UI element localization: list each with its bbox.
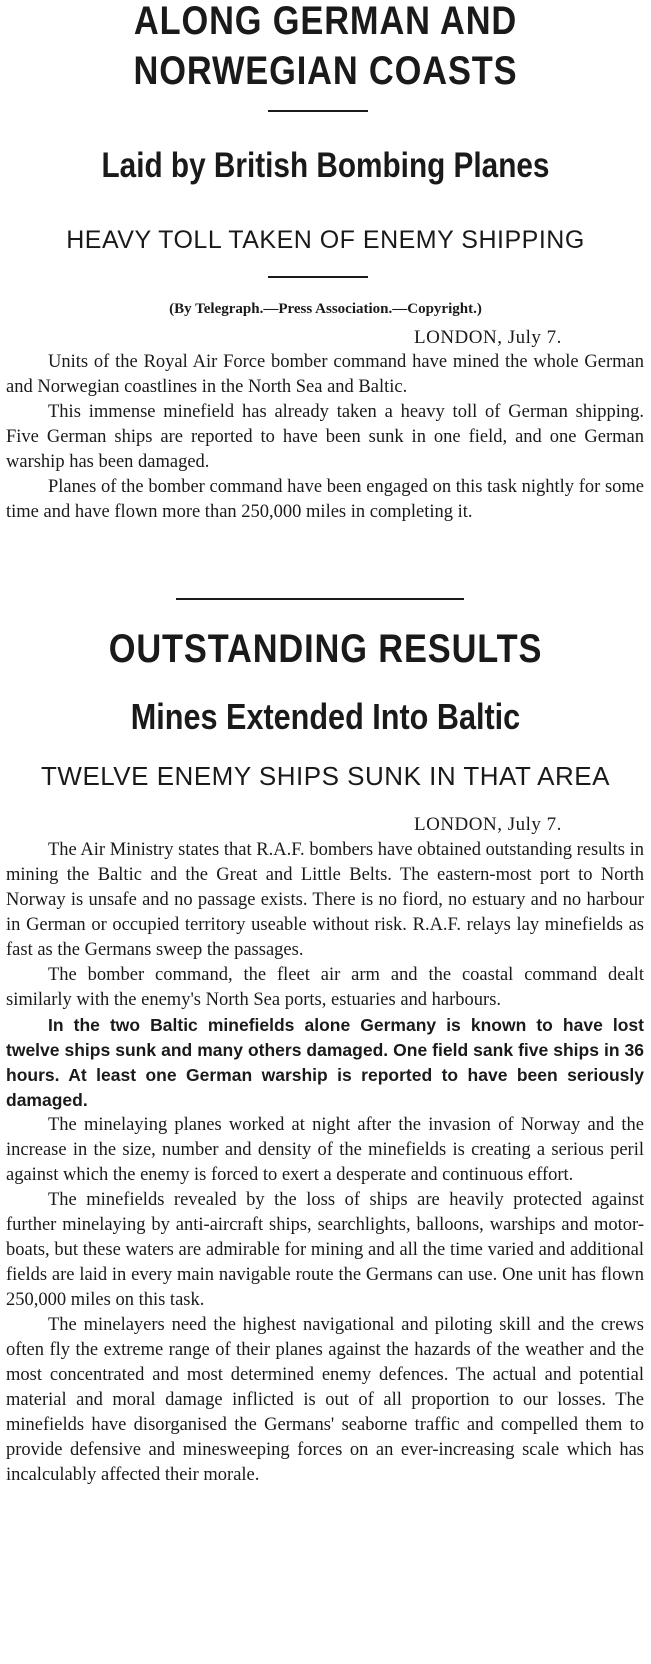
article2-paragraph: The minelaying planes worked at night after the invasion of Norway and the increase in the size, number and density of the minefields is creating a serious peril against which the enemy is forced to exert a desperate and continuous effort. [6, 1115, 644, 1185]
article1-byline: (By Telegraph.—Press Association.—Copyright.) [169, 301, 482, 317]
section-divider-rule [176, 598, 464, 600]
article1-body [6, 350, 644, 525]
divider-rule [268, 110, 368, 112]
article2-paragraph: The minefields revealed by the loss of ships are heavily protected against further minelaying by anti-aircraft ships, searchlights, balloons, warships and motor-boats, but these waters are admirable for mining and all the time varied and additional fields are laid in every main navigable route the Germans can use. One unit has flown 250,000 miles on this task. [6, 1190, 644, 1310]
divider-rule [268, 276, 368, 278]
article2-bold-paragraph: In the two Baltic minefields alone Germany is known to have lost twelve ships sunk and many others damaged. One field sank five ships in 36 hours. At least one German warship is reported to have been seriously damaged. [6, 1015, 644, 1110]
article2-paragraph: The Air Ministry states that R.A.F. bombers have obtained outstanding results in mining the Baltic and the Great and Little Belts. The eastern-most port to North Norway is unsafe and no passage exists. There is no fiord, no estuary and no harbour in German or occupied territory useable without risk. R.A.F. relays lay minefields as fast as the Germans sweep the passages. [6, 840, 644, 960]
article1-subhead: Laid by British Bombing Planes [101, 146, 550, 185]
article2-deck: TWELVE ENEMY SHIPS SUNK IN THAT AREA [41, 761, 610, 791]
article2-body [6, 838, 644, 1488]
article1-paragraph: Units of the Royal Air Force bomber command have mined the whole German and Norwegian coastlines in the North Sea and Baltic. [6, 352, 644, 397]
article2-dateline: LONDON, July 7. [414, 814, 562, 835]
article1-dateline: LONDON, July 7. [414, 327, 562, 348]
article2-paragraph: The bomber command, the fleet air arm and the coastal command dealt similarly with the enemy's North Sea ports, estuaries and harbours. [6, 965, 644, 1010]
article1-deck: HEAVY TOLL TAKEN OF ENEMY SHIPPING [66, 226, 585, 254]
article2-subhead: Mines Extended Into Baltic [130, 696, 521, 737]
article1-paragraph: Planes of the bomber command have been engaged on this task nightly for some time and have flown more than 250,000 miles in completing it. [6, 477, 644, 522]
article2-headline: OUTSTANDING RESULTS [108, 627, 543, 671]
article1-paragraph: This immense minefield has already taken a heavy toll of German shipping. Five German ships are reported to have been sunk in one field, and one German warship has been damaged. [6, 402, 644, 472]
article1-headline: ALONG GERMAN AND NORWEGIAN COASTS [133, 0, 518, 93]
article2-paragraph: The minelayers need the highest navigational and piloting skill and the crews often fly the extreme range of their planes against the hazards of the weather and the most concentrated and most determined enemy defences. The actual and potential material and moral damage inflicted is out of all proportion to our losses. The minefields have disorganised the Germans' seaborne traffic and compelled them to provide defensive and minesweeping forces on an ever-increasing scale which has incalculably affected their morale. [6, 1315, 644, 1485]
